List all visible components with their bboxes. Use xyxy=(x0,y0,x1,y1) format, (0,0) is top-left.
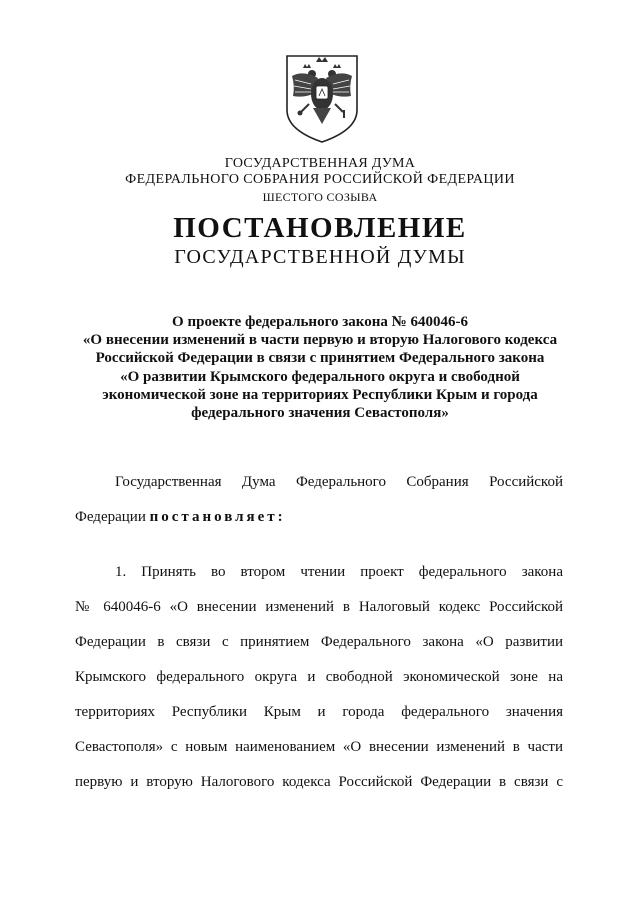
subject-line: экономической зоне на территориях Республики Крым и города xyxy=(102,386,538,403)
document-subject xyxy=(0,313,640,422)
item1-line: Федерации в связи с принятием Федерального закона «О развитии xyxy=(75,634,563,650)
item1-line: № 640046-6 «О внесении изменений в Налоговый кодекс Российской xyxy=(75,599,563,615)
item1-line: Крымского федерального округа и свободной экономической зоне на xyxy=(75,669,563,685)
item1-line: территориях Республики Крым и города федерального значения xyxy=(75,704,563,720)
subject-line: «О внесении изменений в части первую и вторую Налогового кодекса xyxy=(82,332,558,349)
decree-word: постановляет: xyxy=(149,509,286,525)
russian-coat-of-arms-icon xyxy=(283,52,361,144)
coat-of-arms-emblem xyxy=(283,52,361,144)
item1-line: первую и вторую Налогового кодекса Российской Федерации в связи с xyxy=(75,774,563,790)
item1-line: 1. Принять во втором чтении проект федерального закона xyxy=(115,564,563,580)
subject-line: «О развитии Крымского федерального округа и свободной xyxy=(120,368,520,385)
preamble-text: Федерации xyxy=(75,509,150,525)
preamble-line-2 xyxy=(75,508,563,526)
organization-line-2: ФЕДЕРАЛЬНОГО СОБРАНИЯ РОССИЙСКОЙ ФЕДЕРАЦИИ xyxy=(125,172,515,187)
convocation-line: ШЕСТОГО СОЗЫВА xyxy=(262,190,378,204)
organization-line-1: ГОСУДАРСТВЕННАЯ ДУМА xyxy=(224,156,416,171)
subject-line: О проекте федерального закона № 640046-6 xyxy=(172,314,468,330)
subject-line: федерального значения Севастополя» xyxy=(191,405,449,422)
preamble-line-1: Государственная Дума Федерального Собрания Российской xyxy=(115,474,563,490)
item1-line: Севастополя» с новым наименованием «О внесении изменений в части xyxy=(75,739,563,755)
document-subtype: ГОСУДАРСТВЕННОЙ ДУМЫ xyxy=(174,246,466,268)
document-type-title: ПОСТАНОВЛЕНИЕ xyxy=(173,212,467,244)
subject-line: Российской Федерации в связи с принятием Федерального закона xyxy=(95,350,545,367)
